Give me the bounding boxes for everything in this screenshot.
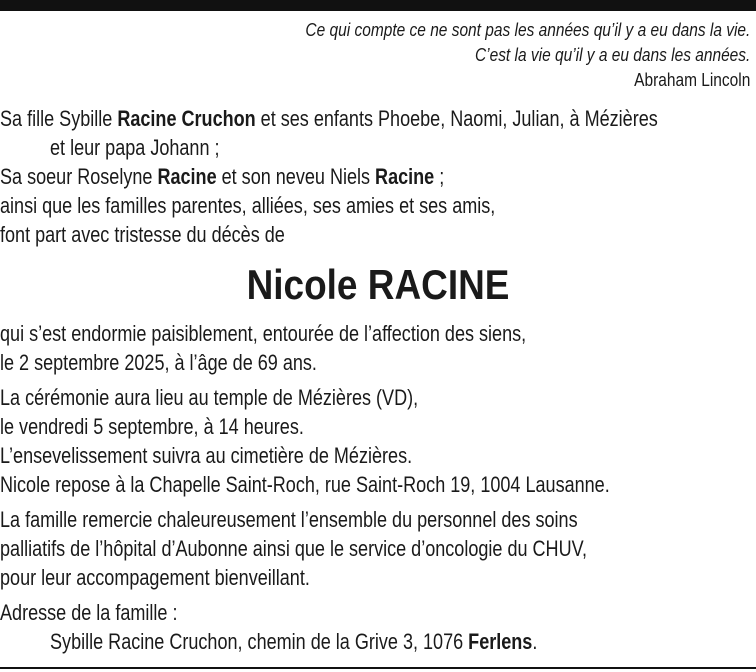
thanks-line-1: La famille remercie chaleureusement l’ensemble du personnel des soins [0,507,578,532]
bottom-rule [0,667,756,669]
ceremony-line-1: La cérémonie aura lieu au temple de Mézières (VD), [0,385,419,410]
family-line-3: Sa soeur Roselyne Racine et son neveu Niels Racine ; [0,164,445,189]
thanks-line-3: pour leur accompagement bienveillant. [0,565,310,590]
top-rule [0,0,756,11]
passing-line-2: le 2 septembre 2025, à l’âge de 69 ans. [0,350,317,375]
epigraph-line-2: C’est la vie qu’il y a eu dans les années. [474,45,750,65]
family-line-1: Sa fille Sybille Racine Cruchon et ses enfants Phoebe, Naomi, Julian, à Mézières [0,106,658,131]
ceremony-line-3: L’ensevelissement suivra au cimetière de Mézières. [0,443,413,468]
deceased-name: Nicole RACINE [246,261,510,308]
epigraph [233,18,750,93]
ceremony-line-2: le vendredi 5 septembre, à 14 heures. [0,414,304,439]
address-line: Sybille Racine Cruchon, chemin de la Grive 3, 1076 Ferlens. [50,629,538,654]
thanks-line-2: palliatifs de l’hôpital d’Aubonne ainsi que le service d’oncologie du CHUV, [0,536,588,561]
epigraph-line-1: Ce qui compte ce ne sont pas les années qu’il y a eu dans la vie. [305,20,750,40]
family-line-5: font part avec tristesse du décès de [0,222,285,247]
passing-line-1: qui s’est endormie paisiblement, entourée de l’affection des siens, [0,321,527,346]
notice-body [0,104,756,656]
family-line-2: et leur papa Johann ; [50,135,220,160]
ceremony-line-4: Nicole repose à la Chapelle Saint-Roch, rue Saint-Roch 19, 1004 Lausanne. [0,472,610,497]
epigraph-author: Abraham Lincoln [633,70,750,90]
family-line-4: ainsi que les familles parentes, alliées, ses amies et ses amis, [0,193,496,218]
address-label: Adresse de la famille : [0,600,178,625]
